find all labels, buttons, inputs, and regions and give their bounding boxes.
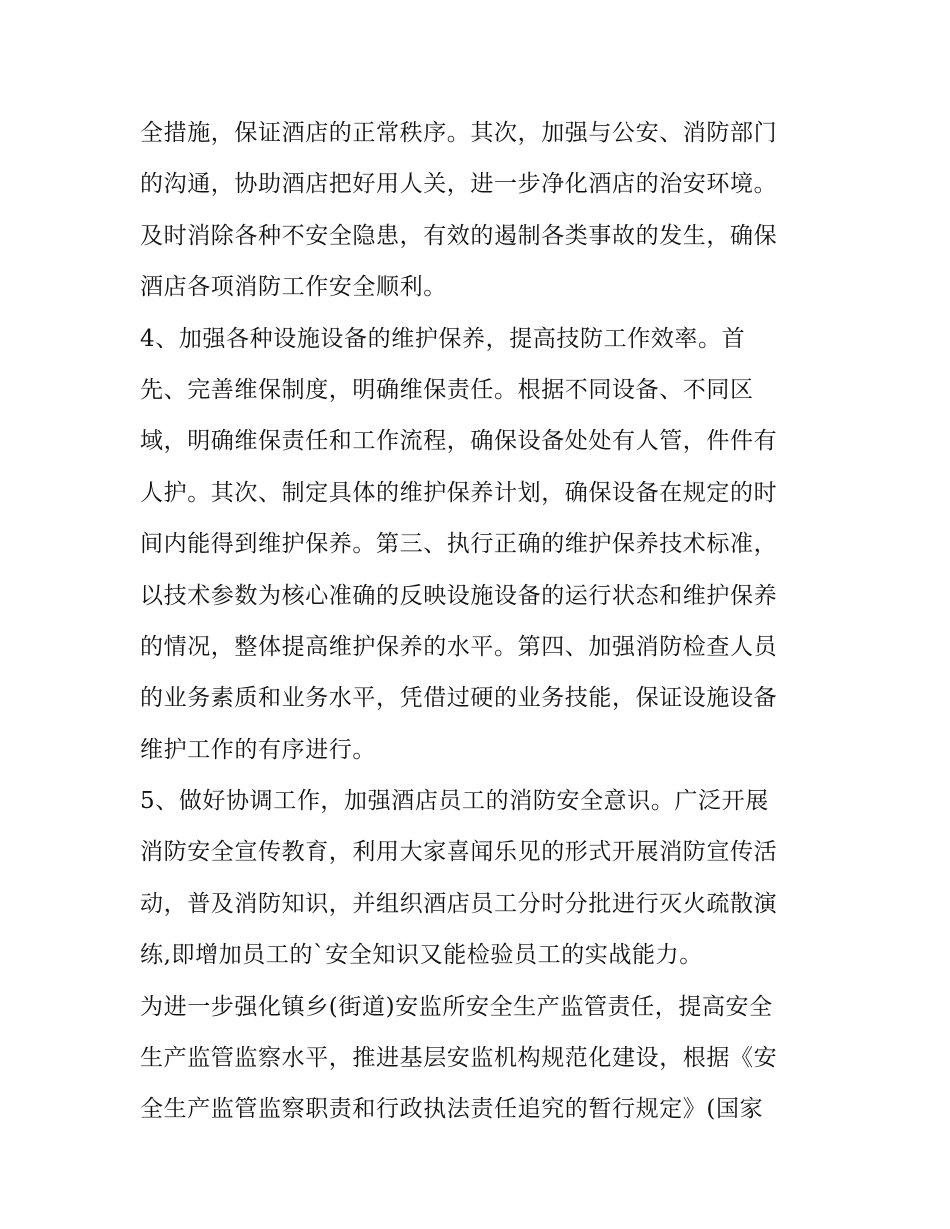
text-line: 动，普及消防知识，并组织酒店员工分时分批进行灭火疏散演 bbox=[140, 890, 778, 917]
text-line: 全生产监管监察职责和行政执法责任追究的暂行规定》(国家 bbox=[140, 1096, 764, 1123]
text-line: 先、完善维保制度，明确维保责任。根据不同设备、不同区 bbox=[140, 376, 754, 403]
text-line: 域，明确维保责任和工作流程，确保设备处处有人管，件件有 bbox=[140, 428, 778, 455]
text-line: 维护工作的有序进行。 bbox=[140, 736, 376, 763]
text-line: 的业务素质和业务水平，凭借过硬的业务技能，保证设施设备 bbox=[140, 685, 778, 712]
text-line: 人护。其次、制定具体的维护保养计划，确保设备在规定的时 bbox=[140, 479, 778, 506]
text-line: 练,即增加员工的`安全知识又能检验员工的实战能力。 bbox=[140, 942, 703, 969]
text-line: 5、做好协调工作，加强酒店员工的消防安全意识。广泛开展 bbox=[140, 788, 769, 815]
text-line: 间内能得到维护保养。第三、执行正确的维护保养技术标准， bbox=[140, 531, 778, 558]
text-line: 的情况，整体提高维护保养的水平。第四、加强消防检查人员 bbox=[140, 633, 778, 660]
text-line: 全措施，保证酒店的正常秩序。其次，加强与公安、消防部门 bbox=[140, 120, 778, 146]
text-line: 生产监管监察水平，推进基层安监机构规范化建设，根据《安 bbox=[140, 1045, 778, 1072]
text-line: 为进一步强化镇乡(街道)安监所安全生产监管责任，提高安全 bbox=[140, 993, 773, 1020]
text-line: 的沟通，协助酒店把好用人关，进一步净化酒店的治安环境。 bbox=[140, 171, 778, 198]
document-body bbox=[140, 108, 820, 1136]
text-line: 4、加强各种设施设备的维护保养，提高技防工作效率。首 bbox=[140, 325, 746, 352]
text-line: 及时消除各种不安全隐患，有效的遏制各类事故的发生，确保 bbox=[140, 222, 778, 249]
text-line: 酒店各项消防工作安全顺利。 bbox=[140, 274, 447, 301]
text-line: 消防安全宣传教育，利用大家喜闻乐见的形式开展消防宣传活 bbox=[140, 839, 778, 866]
text-line: 以技术参数为核心准确的反映设施设备的运行状态和维护保养 bbox=[140, 582, 778, 609]
